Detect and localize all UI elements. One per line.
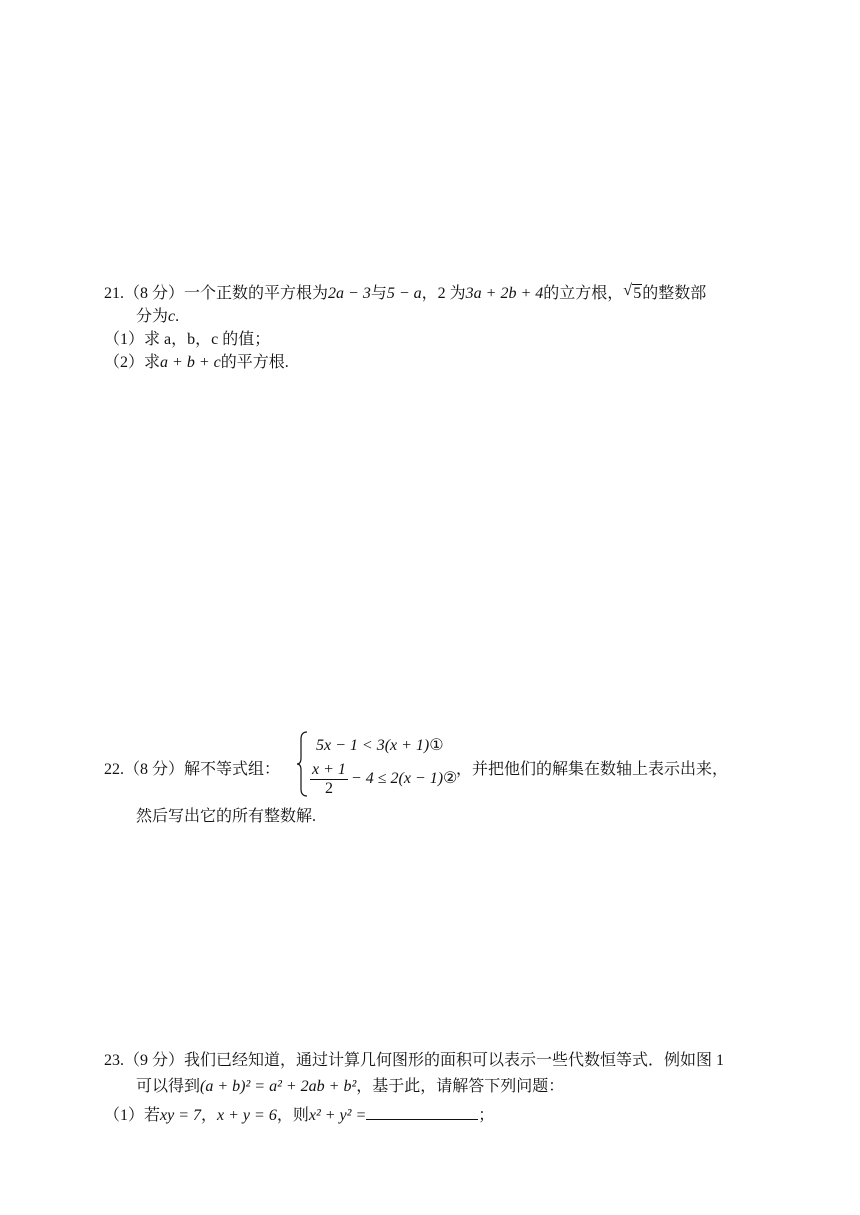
q23-line1: [104, 1050, 724, 1072]
inequality-2-expr: − 4 ≤ 2(x − 1): [350, 770, 444, 788]
q21-period: .: [175, 308, 180, 325]
q23-text: 我们已经知道，通过计算几何图形的面积可以表示一些代数恒等式．例如图 1: [184, 1052, 725, 1069]
q22-line2-text: 然后写出它的所有整数解.: [136, 808, 317, 825]
q21-connector: 与: [370, 285, 387, 302]
q23-part1-mid: ，则: [276, 1107, 309, 1124]
q23-line2: [136, 1076, 564, 1098]
inequality-1: [316, 735, 444, 755]
q22-text: 解不等式组：: [184, 761, 281, 778]
q21-part1: [104, 329, 270, 351]
q22-number: 22.: [104, 761, 124, 778]
q21-expr3: 3a + 2b + 4: [465, 285, 544, 302]
q21-part1-text: （1）求 a，b，c 的值；: [104, 331, 271, 348]
q21-part2-pre: （2）求: [104, 354, 161, 371]
q23-number: 23.: [104, 1052, 124, 1069]
q23-condition-2: x + y = 6: [217, 1107, 277, 1124]
q21-text2: ，2 为: [421, 285, 466, 302]
inequality-system: [296, 731, 466, 803]
sqrt-symbol: √ 5: [623, 282, 642, 302]
identity-formula: (a + b)² = a² + 2ab + b²: [200, 1078, 357, 1095]
inequality-1-mark: ①: [429, 737, 444, 754]
left-brace-icon: [296, 731, 308, 797]
q21-text3: 的立方根，: [543, 285, 624, 302]
q22-line2: [136, 806, 316, 828]
sqrt-radicand: 5: [633, 285, 642, 302]
q21-line1: [104, 283, 706, 305]
q21-expr2: 5 − a: [386, 285, 422, 302]
q21-part2-expr: a + b + c: [160, 354, 221, 371]
q23-points: （9 分）: [124, 1052, 185, 1069]
q21-part2-post: 的平方根.: [220, 354, 289, 371]
q23-part1: [104, 1105, 494, 1127]
inequality-1-expr: 5x − 1 < 3(x + 1): [316, 737, 430, 754]
q21-expr1: 2a − 3: [328, 285, 371, 302]
q23-part1-end: ；: [478, 1107, 495, 1124]
q23-separator: ，: [201, 1107, 218, 1124]
q21-var-c: c: [168, 308, 176, 325]
fraction: [310, 761, 348, 798]
q23-part1-pre: （1）若: [104, 1107, 161, 1124]
q22-text2: ，并把他们的解集在数轴上表示出来，: [456, 761, 729, 778]
q21-points: （8 分）: [124, 285, 185, 302]
q23-condition-1: xy = 7: [160, 1107, 202, 1124]
answer-blank[interactable]: [366, 1105, 478, 1120]
fraction-denominator: 2: [324, 780, 333, 797]
q23-line2-pre: 可以得到: [136, 1078, 201, 1095]
q21-text: 一个正数的平方根为: [184, 285, 329, 302]
q21-text4: 的整数部: [642, 285, 707, 302]
q22-points: （8 分）: [124, 761, 185, 778]
inequality-2: [310, 761, 457, 798]
q22-line1: [104, 759, 280, 781]
q21-line2-text: 分为: [136, 308, 169, 325]
q23-line2-post: ，基于此，请解答下列问题：: [356, 1078, 565, 1095]
q21-part2: [104, 352, 289, 374]
inequality-2-mark: ②: [443, 770, 458, 788]
q21-line2: [136, 306, 179, 328]
q22-line1-tail: [456, 759, 728, 781]
q23-target-expr: x² + y² =: [308, 1107, 367, 1124]
fraction-numerator: x + 1: [312, 761, 346, 778]
q21-number: 21.: [104, 285, 124, 302]
